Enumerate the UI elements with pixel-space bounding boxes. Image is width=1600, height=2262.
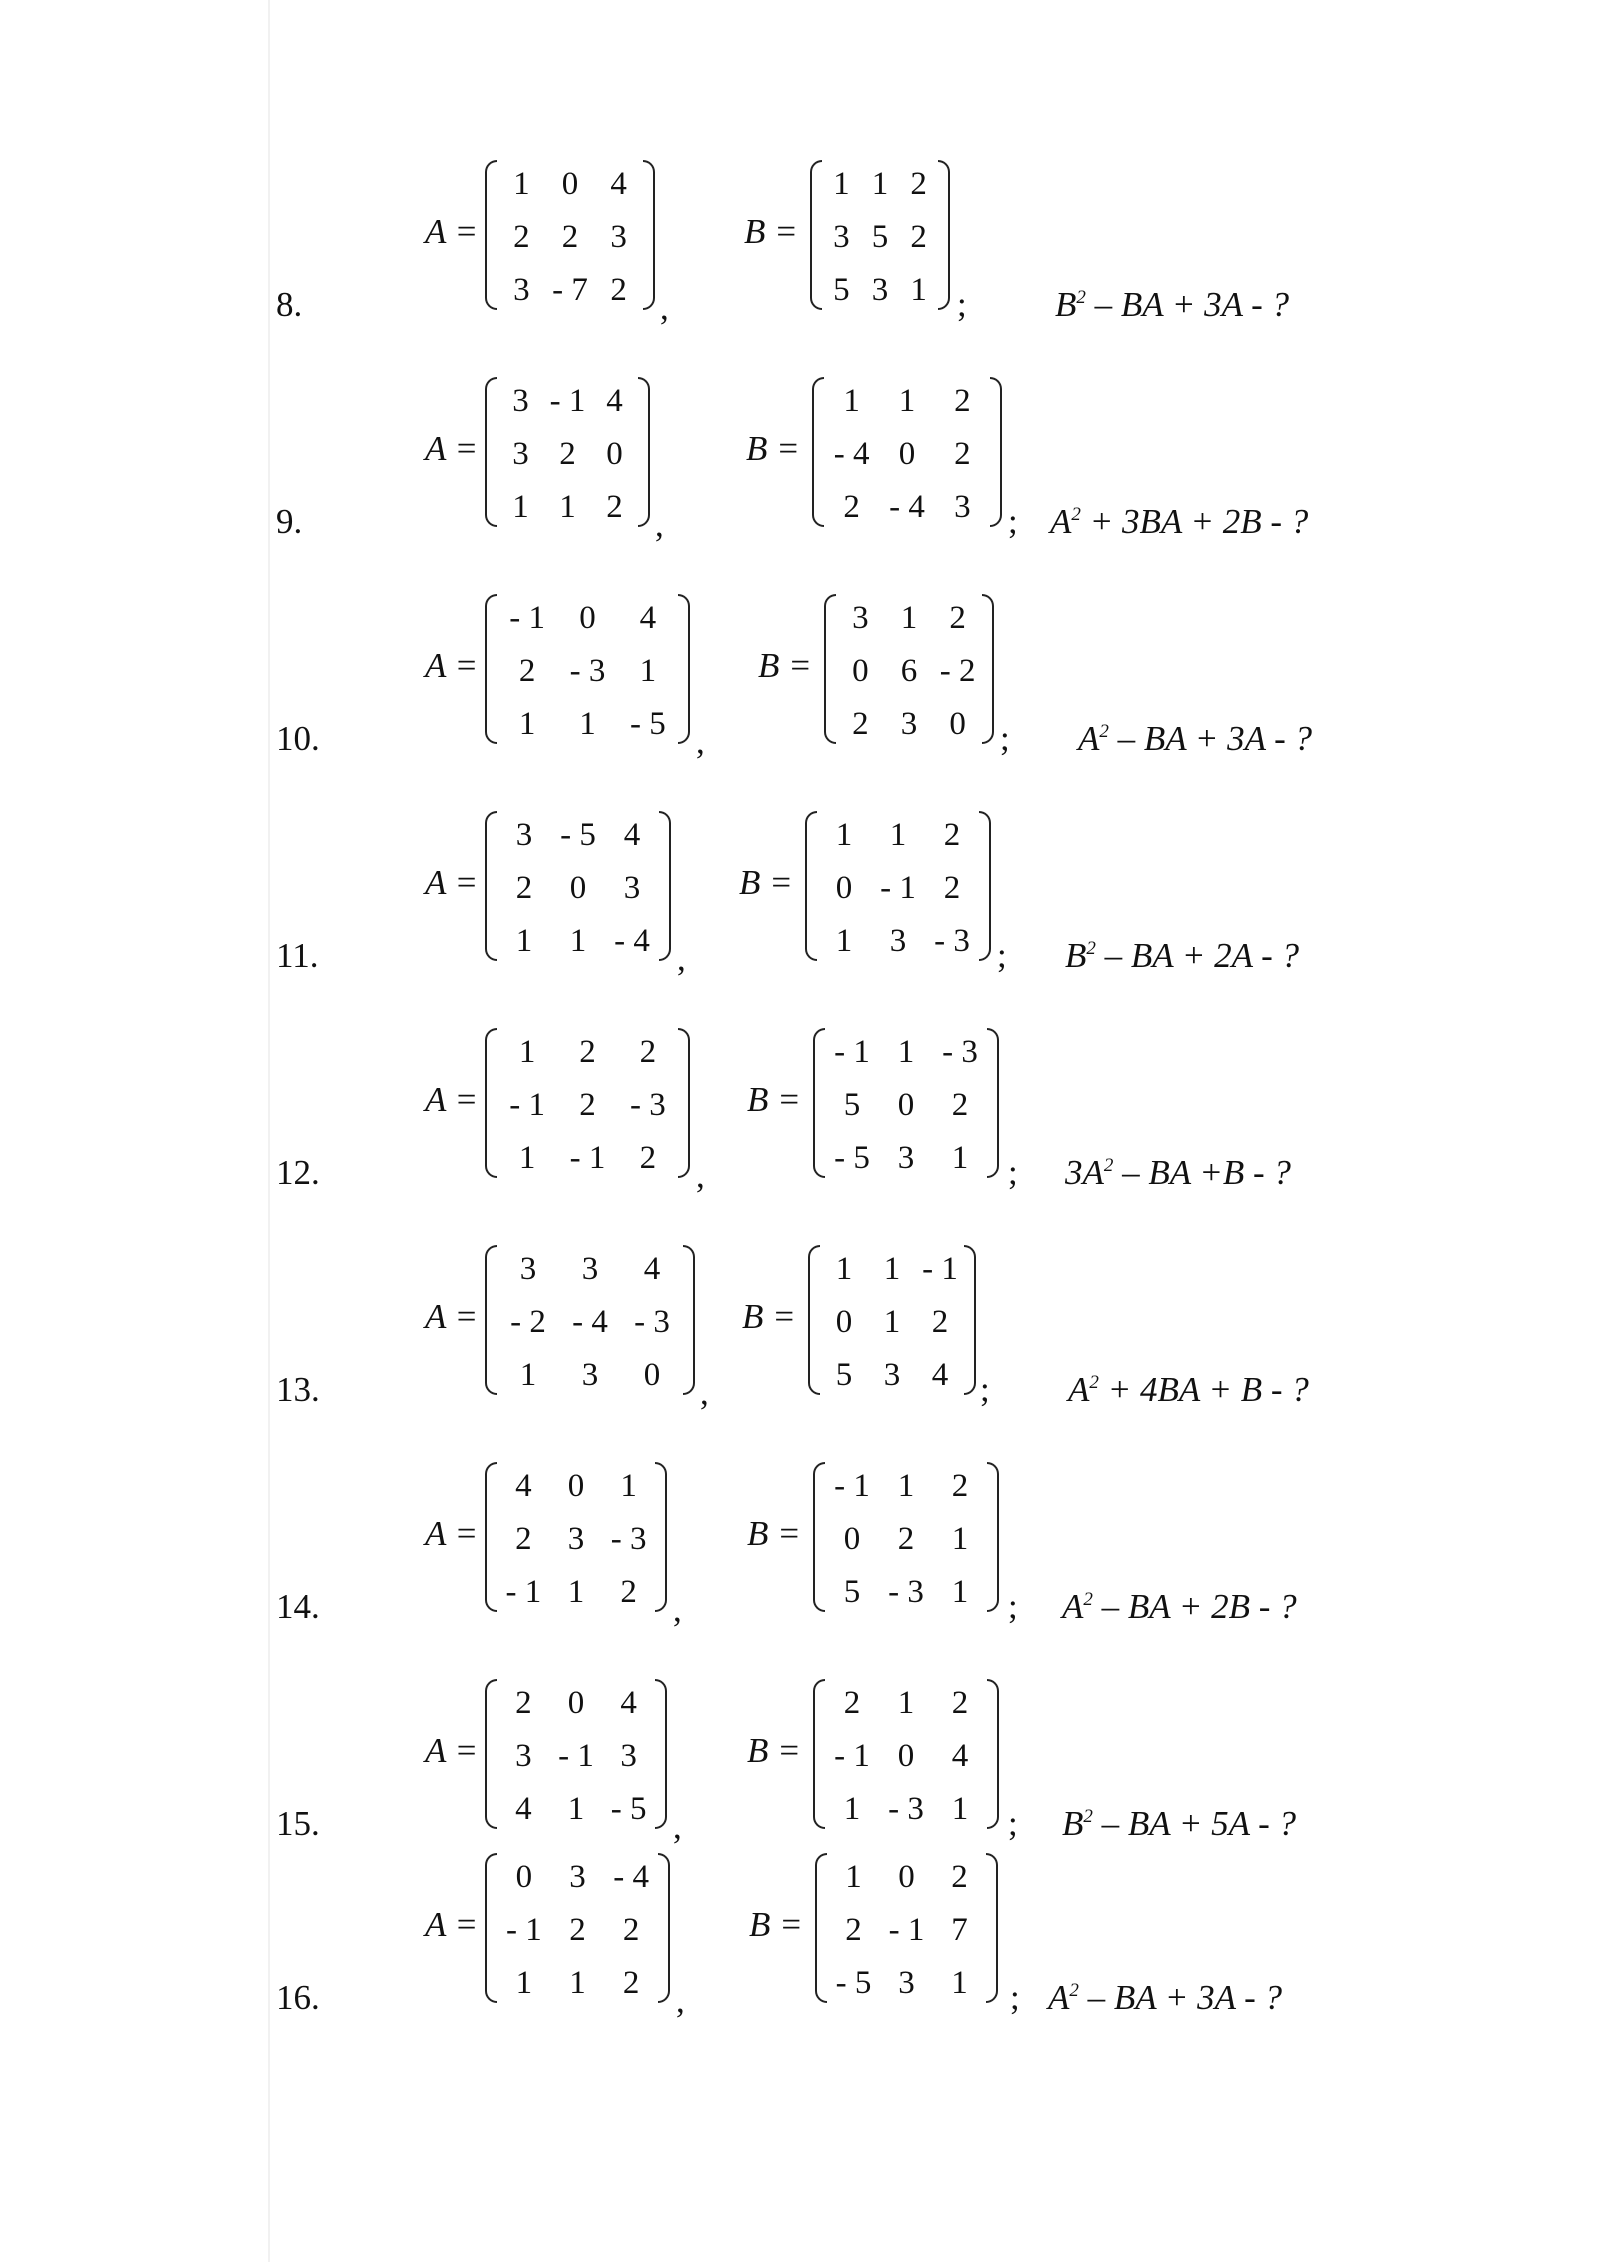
matrix-cell: 1 bbox=[835, 1251, 853, 1287]
semicolon-separator: ; bbox=[980, 1370, 990, 1409]
matrix-cell: 0 bbox=[897, 1087, 915, 1123]
expression-rest: – BA + 2B - ? bbox=[1092, 1587, 1297, 1626]
matrix-cell: 0 bbox=[579, 600, 596, 636]
matrix-cell: 3 bbox=[883, 1357, 901, 1393]
matrix-cell: 2 bbox=[954, 383, 971, 419]
matrix-cell: 2 bbox=[513, 219, 530, 255]
expression-base: A bbox=[1082, 1153, 1104, 1192]
matrix-cell: 3 bbox=[512, 383, 529, 419]
matrix-cell: 1 bbox=[559, 489, 576, 525]
matrix-cell: 2 bbox=[569, 1912, 586, 1948]
matrix-cell: 3 bbox=[515, 1738, 532, 1774]
expression-exponent: 2 bbox=[1083, 1589, 1093, 1610]
task-expression bbox=[1078, 719, 1312, 759]
expression-exponent: 2 bbox=[1099, 721, 1109, 742]
expression-base: A bbox=[1048, 1978, 1070, 2017]
matrix-b bbox=[813, 1462, 999, 1612]
matrix-b bbox=[812, 377, 1002, 527]
matrix-cell: - 3 bbox=[634, 1304, 670, 1340]
matrix-cell: 1 bbox=[843, 383, 860, 419]
matrix-a bbox=[485, 1853, 670, 2003]
matrix-a-label: A = bbox=[425, 1731, 479, 1770]
expression-coefficient: 3 bbox=[1065, 1153, 1083, 1192]
matrix-cell: - 3 bbox=[934, 923, 970, 959]
matrix-cell: 0 bbox=[835, 870, 853, 906]
matrix-cell: 1 bbox=[951, 1791, 969, 1827]
matrix-a-label: A = bbox=[425, 863, 479, 902]
matrix-cell: 0 bbox=[569, 870, 587, 906]
expression-base: B bbox=[1065, 936, 1087, 975]
matrix-cell: 1 bbox=[883, 1251, 901, 1287]
matrix-cell: 2 bbox=[951, 1468, 969, 1504]
semicolon-separator: ; bbox=[1000, 719, 1010, 758]
matrix-cell: - 1 bbox=[505, 1574, 542, 1610]
matrix-cell: - 4 bbox=[613, 1859, 650, 1895]
matrix-cell: 1 bbox=[951, 1521, 969, 1557]
matrix-b bbox=[813, 1028, 999, 1178]
matrix-cell: - 5 bbox=[560, 817, 596, 853]
matrix-cell: 2 bbox=[951, 1685, 969, 1721]
matrix-a-label: A = bbox=[425, 1905, 479, 1944]
matrix-cell: - 5 bbox=[834, 1140, 870, 1176]
matrix-cell: 1 bbox=[843, 1791, 861, 1827]
matrix-a-label: A = bbox=[425, 1514, 479, 1553]
matrix-cell: 5 bbox=[871, 219, 889, 255]
matrix-cell: 1 bbox=[883, 1304, 901, 1340]
matrix-cell: 1 bbox=[897, 1685, 915, 1721]
matrix-cell: 2 bbox=[610, 272, 627, 308]
matrix-cell: 2 bbox=[622, 1912, 640, 1948]
matrix-cell: 3 bbox=[512, 436, 529, 472]
problem-number: 12. bbox=[276, 1153, 320, 1192]
matrix-cell: 3 bbox=[623, 870, 641, 906]
matrix-cell: - 4 bbox=[614, 923, 650, 959]
matrix-cell: 1 bbox=[951, 1965, 968, 2001]
problem-number: 15. bbox=[276, 1804, 320, 1843]
matrix-b bbox=[824, 594, 994, 744]
task-expression bbox=[1055, 285, 1289, 325]
matrix-cell: - 1 bbox=[509, 600, 546, 636]
matrix-cell: 1 bbox=[897, 1034, 915, 1070]
matrix-a-label: A = bbox=[425, 646, 479, 685]
matrix-cell: 5 bbox=[833, 272, 850, 308]
matrix-cell: 2 bbox=[515, 1521, 532, 1557]
matrix-b-label: B = bbox=[747, 1080, 801, 1119]
matrix-cell: - 1 bbox=[922, 1251, 958, 1287]
matrix-cell: - 1 bbox=[549, 383, 586, 419]
matrix-cell: 1 bbox=[569, 923, 587, 959]
matrix-cell: 3 bbox=[889, 923, 907, 959]
matrix-cell: 0 bbox=[606, 436, 623, 472]
problem-item bbox=[0, 1853, 1600, 2053]
matrix-cell: 1 bbox=[518, 1034, 536, 1070]
matrix-cell: - 2 bbox=[939, 653, 976, 689]
matrix-cell: 1 bbox=[567, 1791, 585, 1827]
matrix-cell: - 5 bbox=[610, 1791, 647, 1827]
matrix-cell: 2 bbox=[843, 1685, 861, 1721]
matrix-cell: 3 bbox=[519, 1251, 537, 1287]
matrix-b bbox=[805, 811, 991, 961]
task-expression bbox=[1062, 1587, 1297, 1627]
expression-base: B bbox=[1055, 285, 1077, 324]
matrix-b-label: B = bbox=[742, 1297, 796, 1336]
matrix-a-label: A = bbox=[425, 429, 479, 468]
comma-separator: , bbox=[660, 288, 669, 327]
matrix-cell: 3 bbox=[610, 219, 627, 255]
matrix-a bbox=[485, 811, 671, 961]
matrix-cell: - 1 bbox=[880, 870, 916, 906]
matrix-cell: 3 bbox=[569, 1859, 586, 1895]
matrix-cell: 3 bbox=[897, 1140, 915, 1176]
matrix-cell: 2 bbox=[931, 1304, 949, 1340]
problem-item bbox=[0, 594, 1600, 794]
matrix-cell: 1 bbox=[897, 1468, 915, 1504]
expression-rest: – BA +B - ? bbox=[1113, 1153, 1291, 1192]
matrix-cell: 1 bbox=[951, 1574, 969, 1610]
matrix-cell: 2 bbox=[943, 870, 961, 906]
matrix-cell: 2 bbox=[897, 1521, 915, 1557]
matrix-b-label: B = bbox=[746, 429, 800, 468]
matrix-cell: 4 bbox=[623, 817, 641, 853]
matrix-cell: 0 bbox=[897, 1738, 915, 1774]
problem-item bbox=[0, 1679, 1600, 1879]
matrix-left-bracket bbox=[485, 594, 497, 744]
matrix-cell: 3 bbox=[900, 706, 918, 742]
expression-base: A bbox=[1078, 719, 1100, 758]
expression-rest: – BA + 5A - ? bbox=[1092, 1804, 1297, 1843]
semicolon-separator: ; bbox=[997, 936, 1007, 975]
matrix-cell: 0 bbox=[949, 706, 966, 742]
matrix-cell: - 1 bbox=[569, 1140, 606, 1176]
semicolon-separator: ; bbox=[957, 285, 967, 324]
matrix-cell: 1 bbox=[833, 166, 850, 202]
matrix-cell: - 4 bbox=[572, 1304, 608, 1340]
matrix-cell: 4 bbox=[951, 1738, 969, 1774]
matrix-cell: 0 bbox=[852, 653, 869, 689]
matrix-cell: 2 bbox=[518, 653, 536, 689]
expression-base: A bbox=[1062, 1587, 1084, 1626]
matrix-cell: 3 bbox=[871, 272, 889, 308]
matrix-cell: 2 bbox=[639, 1140, 657, 1176]
task-expression bbox=[1050, 502, 1308, 542]
matrix-cell: 2 bbox=[852, 706, 869, 742]
matrix-b bbox=[810, 160, 950, 310]
expression-rest: – BA + 3A - ? bbox=[1108, 719, 1313, 758]
matrix-cell: 2 bbox=[910, 219, 927, 255]
expression-exponent: 2 bbox=[1071, 504, 1081, 525]
matrix-cell: 1 bbox=[512, 489, 529, 525]
matrix-cell: - 2 bbox=[510, 1304, 546, 1340]
matrix-b bbox=[815, 1853, 998, 2003]
matrix-left-bracket bbox=[485, 1028, 497, 1178]
matrix-cell: 2 bbox=[606, 489, 623, 525]
matrix-cell: - 1 bbox=[834, 1468, 870, 1504]
matrix-b-label: B = bbox=[749, 1905, 803, 1944]
matrix-cell: 4 bbox=[515, 1791, 532, 1827]
matrix-b-label: B = bbox=[758, 646, 812, 685]
problem-item bbox=[0, 377, 1600, 577]
problem-item bbox=[0, 1028, 1600, 1228]
matrix-cell: - 5 bbox=[835, 1965, 872, 2001]
matrix-cell: - 7 bbox=[552, 272, 588, 308]
matrix-cell: 4 bbox=[639, 600, 657, 636]
matrix-cell: 7 bbox=[951, 1912, 968, 1948]
problem-item bbox=[0, 1462, 1600, 1662]
matrix-cell: - 3 bbox=[888, 1791, 924, 1827]
matrix-cell: - 1 bbox=[834, 1738, 870, 1774]
semicolon-separator: ; bbox=[1008, 1587, 1018, 1626]
problem-number: 11. bbox=[276, 936, 319, 975]
expression-exponent: 2 bbox=[1089, 1372, 1099, 1393]
matrix-cell: 4 bbox=[515, 1468, 532, 1504]
matrix-a bbox=[485, 377, 650, 527]
matrix-cell: - 3 bbox=[610, 1521, 647, 1557]
matrix-cell: 1 bbox=[951, 1140, 969, 1176]
matrix-cell: 0 bbox=[567, 1468, 585, 1504]
matrix-cell: 3 bbox=[852, 600, 869, 636]
task-expression bbox=[1062, 1804, 1296, 1844]
matrix-cell: 2 bbox=[943, 817, 961, 853]
matrix-cell: 4 bbox=[643, 1251, 661, 1287]
matrix-cell: 5 bbox=[843, 1087, 861, 1123]
matrix-cell: - 3 bbox=[942, 1034, 978, 1070]
comma-separator: , bbox=[696, 722, 705, 761]
matrix-cell: 1 bbox=[569, 1965, 586, 2001]
matrix-cell: 2 bbox=[949, 600, 966, 636]
matrix-cell: 1 bbox=[519, 1357, 537, 1393]
matrix-b-label: B = bbox=[744, 212, 798, 251]
expression-exponent: 2 bbox=[1076, 287, 1086, 308]
matrix-a-label: A = bbox=[425, 212, 479, 251]
task-expression bbox=[1068, 1370, 1309, 1410]
matrix-cell: 2 bbox=[910, 166, 927, 202]
matrix-cell: 2 bbox=[639, 1034, 657, 1070]
matrix-a-label: A = bbox=[425, 1297, 479, 1336]
matrix-cell: 4 bbox=[620, 1685, 637, 1721]
problem-number: 9. bbox=[276, 502, 303, 541]
expression-rest: + 3BA + 2B - ? bbox=[1080, 502, 1309, 541]
problem-number: 16. bbox=[276, 1978, 320, 2017]
matrix-cell: 3 bbox=[620, 1738, 637, 1774]
matrix-cell: 2 bbox=[951, 1087, 969, 1123]
matrix-b bbox=[808, 1245, 976, 1395]
expression-exponent: 2 bbox=[1086, 938, 1096, 959]
matrix-cell: 4 bbox=[606, 383, 623, 419]
matrix-cell: 1 bbox=[579, 706, 596, 742]
matrix-cell: 1 bbox=[898, 383, 916, 419]
matrix-cell: 1 bbox=[900, 600, 918, 636]
matrix-cell: - 1 bbox=[888, 1912, 925, 1948]
matrix-cell: - 1 bbox=[558, 1738, 594, 1774]
task-expression bbox=[1065, 936, 1299, 976]
matrix-b-label: B = bbox=[747, 1514, 801, 1553]
matrix-cell: 0 bbox=[843, 1521, 861, 1557]
matrix-cell: - 4 bbox=[889, 489, 925, 525]
matrix-cell: - 1 bbox=[505, 1912, 542, 1948]
matrix-cell: 2 bbox=[951, 1859, 968, 1895]
matrix-cell: - 1 bbox=[509, 1087, 546, 1123]
matrix-a bbox=[485, 594, 690, 744]
matrix-cell: 0 bbox=[567, 1685, 585, 1721]
matrix-b-label: B = bbox=[739, 863, 793, 902]
matrix-cell: 4 bbox=[931, 1357, 949, 1393]
expression-base: A bbox=[1068, 1370, 1090, 1409]
semicolon-separator: ; bbox=[1008, 502, 1018, 541]
comma-separator: , bbox=[673, 1590, 682, 1629]
matrix-cell: 2 bbox=[954, 436, 971, 472]
matrix-cell: 1 bbox=[567, 1574, 585, 1610]
matrix-b-label: B = bbox=[747, 1731, 801, 1770]
comma-separator: , bbox=[677, 939, 686, 978]
problem-item bbox=[0, 811, 1600, 1011]
expression-exponent: 2 bbox=[1103, 1155, 1114, 1176]
matrix-cell: - 3 bbox=[629, 1087, 666, 1123]
matrix-cell: 3 bbox=[513, 272, 530, 308]
matrix-cell: 5 bbox=[843, 1574, 861, 1610]
matrix-a bbox=[485, 1028, 690, 1178]
matrix-left-bracket bbox=[485, 1245, 497, 1395]
matrix-cell: 1 bbox=[910, 272, 927, 308]
matrix-cell: - 1 bbox=[834, 1034, 870, 1070]
matrix-cell: 2 bbox=[843, 489, 860, 525]
comma-separator: , bbox=[676, 1981, 685, 2020]
semicolon-separator: ; bbox=[1010, 1978, 1020, 2017]
expression-rest: – BA + 3A - ? bbox=[1078, 1978, 1283, 2017]
matrix-cell: 4 bbox=[610, 166, 627, 202]
matrix-cell: - 5 bbox=[629, 706, 666, 742]
expression-rest: + 4BA + B - ? bbox=[1098, 1370, 1309, 1409]
matrix-cell: 2 bbox=[515, 870, 533, 906]
expression-base: B bbox=[1062, 1804, 1084, 1843]
semicolon-separator: ; bbox=[1008, 1153, 1018, 1192]
matrix-cell: 2 bbox=[559, 436, 576, 472]
matrix-cell: 3 bbox=[954, 489, 971, 525]
matrix-cell: 1 bbox=[835, 817, 853, 853]
task-expression bbox=[1065, 1153, 1291, 1193]
matrix-cell: 1 bbox=[518, 1140, 536, 1176]
matrix-cell: 1 bbox=[513, 166, 530, 202]
matrix-cell: 1 bbox=[835, 923, 853, 959]
matrix-a bbox=[485, 1245, 695, 1395]
expression-base: A bbox=[1050, 502, 1072, 541]
comma-separator: , bbox=[696, 1156, 705, 1195]
matrix-cell: 2 bbox=[620, 1574, 637, 1610]
problem-number: 14. bbox=[276, 1587, 320, 1626]
matrix-cell: 1 bbox=[515, 1965, 533, 2001]
problem-number: 8. bbox=[276, 285, 303, 324]
matrix-cell: 2 bbox=[515, 1685, 532, 1721]
matrix-cell: 0 bbox=[515, 1859, 533, 1895]
matrix-cell: 3 bbox=[833, 219, 850, 255]
matrix-cell: 5 bbox=[835, 1357, 853, 1393]
matrix-cell: 3 bbox=[581, 1357, 599, 1393]
matrix-cell: - 3 bbox=[569, 653, 606, 689]
problem-number: 13. bbox=[276, 1370, 320, 1409]
matrix-cell: 1 bbox=[515, 923, 533, 959]
expression-rest: – BA + 2A - ? bbox=[1095, 936, 1300, 975]
matrix-cell: 1 bbox=[845, 1859, 862, 1895]
matrix-right-bracket bbox=[678, 1028, 690, 1178]
matrix-cell: 0 bbox=[898, 1859, 915, 1895]
semicolon-separator: ; bbox=[1008, 1804, 1018, 1843]
comma-separator: , bbox=[673, 1807, 682, 1846]
task-expression bbox=[1048, 1978, 1282, 2018]
matrix-cell: - 4 bbox=[833, 436, 870, 472]
matrix-cell: 1 bbox=[889, 817, 907, 853]
expression-exponent: 2 bbox=[1069, 1980, 1079, 2001]
matrix-cell: 1 bbox=[871, 166, 889, 202]
matrix-cell: 0 bbox=[561, 166, 579, 202]
matrix-cell: 2 bbox=[579, 1034, 596, 1070]
expression-rest: – BA + 3A - ? bbox=[1085, 285, 1290, 324]
matrix-cell: 0 bbox=[643, 1357, 661, 1393]
matrix-cell: 1 bbox=[518, 706, 536, 742]
comma-separator: , bbox=[700, 1373, 709, 1412]
matrix-cell: 3 bbox=[898, 1965, 915, 2001]
matrix-a bbox=[485, 1679, 667, 1829]
matrix-cell: 1 bbox=[620, 1468, 637, 1504]
matrix-cell: 2 bbox=[845, 1912, 862, 1948]
problem-item bbox=[0, 1245, 1600, 1445]
expression-exponent: 2 bbox=[1083, 1806, 1093, 1827]
matrix-cell: 3 bbox=[581, 1251, 599, 1287]
matrix-b bbox=[813, 1679, 999, 1829]
comma-separator: , bbox=[655, 505, 664, 544]
matrix-cell: 3 bbox=[567, 1521, 585, 1557]
matrix-cell: 1 bbox=[639, 653, 657, 689]
matrix-right-bracket bbox=[683, 1245, 695, 1395]
matrix-right-bracket bbox=[678, 594, 690, 744]
problem-number: 10. bbox=[276, 719, 320, 758]
matrix-cell: 0 bbox=[835, 1304, 853, 1340]
matrix-cell: 2 bbox=[622, 1965, 640, 2001]
matrix-cell: 3 bbox=[515, 817, 533, 853]
matrix-a-label: A = bbox=[425, 1080, 479, 1119]
matrix-cell: 2 bbox=[579, 1087, 596, 1123]
matrix-a bbox=[485, 160, 655, 310]
matrix-cell: - 3 bbox=[888, 1574, 924, 1610]
matrix-a bbox=[485, 1462, 667, 1612]
matrix-cell: 2 bbox=[561, 219, 579, 255]
problem-item bbox=[0, 160, 1600, 360]
matrix-cell: 6 bbox=[900, 653, 918, 689]
matrix-cell: 0 bbox=[898, 436, 916, 472]
